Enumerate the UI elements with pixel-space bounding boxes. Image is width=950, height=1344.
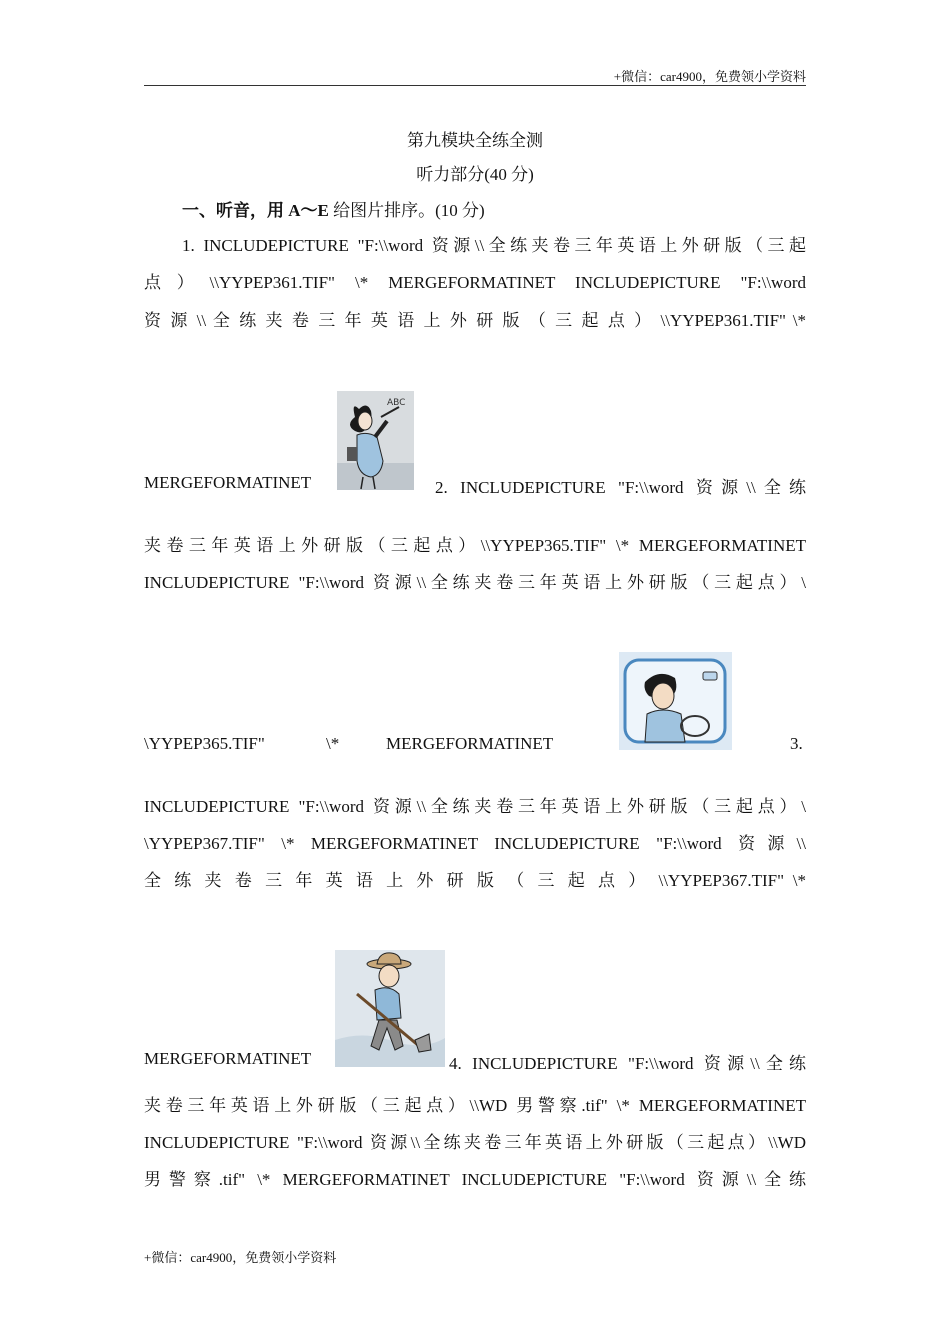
text-line: 1. INCLUDEPICTURE "F:\\word 资源\\全练夹卷三年英语上外研版（三起 bbox=[182, 236, 806, 255]
text-line: 夹卷三年英语上外研版（三起点）\\WD 男警察.tif" \* MERGEFORMATINET bbox=[144, 1096, 806, 1115]
footer-note: +微信：car4900，免费领小学资料 bbox=[144, 1250, 337, 1265]
text-line: \* bbox=[326, 734, 340, 753]
board-text: ABC bbox=[387, 398, 406, 408]
header-divider bbox=[144, 85, 806, 86]
text-line: 4. INCLUDEPICTURE "F:\\word 资源\\全练 bbox=[449, 1054, 806, 1073]
header-note: +微信：car4900，免费领小学资料 bbox=[613, 69, 806, 84]
text-line: 2. INCLUDEPICTURE "F:\\word 资源\\全练 bbox=[435, 478, 806, 497]
text-line: INCLUDEPICTURE "F:\\word 资源\\全练夹卷三年英语上外研版（三起点）\ bbox=[144, 797, 806, 816]
section-heading bbox=[182, 196, 485, 221]
section-letters: A～E bbox=[288, 201, 329, 220]
text-line: MERGEFORMATINET bbox=[386, 734, 554, 753]
text-line: 全 练 夹 卷 三 年 英 语 上 外 研 版 （ 三 起 点 ） \\YYPEP367.TIF" \* bbox=[144, 871, 806, 890]
text-line: 男警察.tif" \* MERGEFORMATINET INCLUDEPICTURE "F:\\word 资源\\全练 bbox=[144, 1170, 806, 1189]
text-line: MERGEFORMATINET bbox=[144, 1049, 312, 1068]
text-line: \YYPEP367.TIF" \* MERGEFORMATINET INCLUDEPICTURE "F:\\word 资源\\ bbox=[144, 834, 806, 853]
text-line: INCLUDEPICTURE "F:\\word 资源\\全练夹卷三年英语上外研版（三起点）\ bbox=[144, 573, 806, 592]
text-line: \YYPEP365.TIF" bbox=[144, 734, 265, 753]
text-line: 3. bbox=[790, 734, 803, 753]
text-line: 点）\\YYPEP361.TIF" \* MERGEFORMATINET INCLUDEPICTURE "F:\\word bbox=[144, 273, 806, 292]
text-line: 资 源 \\ 全 练 夹 卷 三 年 英 语 上 外 研 版 （ 三 起 点 ） \\YYPEP361.TIF" \* bbox=[144, 311, 806, 330]
text-line: MERGEFORMATINET bbox=[144, 473, 312, 492]
page-subtitle: 听力部分(40 分) bbox=[416, 165, 534, 184]
page-title: 第九模块全练全测 bbox=[407, 131, 543, 150]
section-suffix: 给图片排序。(10 分) bbox=[328, 201, 485, 220]
text-line: 夹卷三年英语上外研版（三起点）\\YYPEP365.TIF" \* MERGEFORMATINET bbox=[144, 536, 806, 555]
text-line: INCLUDEPICTURE "F:\\word 资源\\全练夹卷三年英语上外研版（三起点）\\WD bbox=[144, 1133, 806, 1152]
section-prefix: 一、听音，用 bbox=[182, 201, 289, 220]
